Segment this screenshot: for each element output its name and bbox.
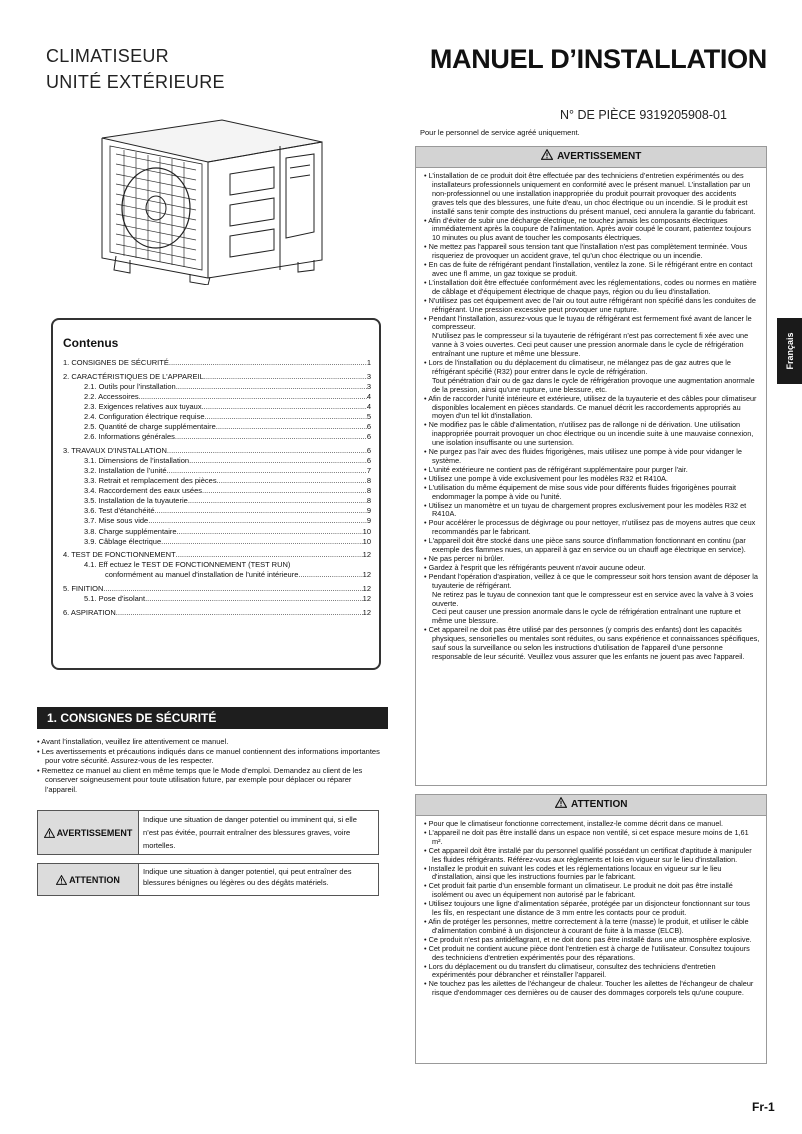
part-number: N° DE PIÈCE 9319205908-01 [560,108,727,122]
list-item: • Cet appareil doit être installé par du personnel qualifié possédant un certificat d'aptitude à manipuler les fluides réfrigérants. Référez-vous aux règlements et lois en vigueur sur le lieu d'installation. [424,845,752,864]
table-of-contents [51,318,381,670]
warning-triangle-icon [555,797,567,808]
list-item: N'utilisez pas le compresseur si la tuyauterie de réfrigérant n’est pas correctement fi xée avec une vanne à 3 voies ouvertes. Ceci peut causer une pression anormale dans le cycle de réfrigération entraînant une rupture et même une blessure. [432,331,749,359]
legend-warning-text: Indique une situation de danger potentiel ou imminent qui, si elle n’est pas évitée, pourrait entraîner des blessures graves, voire mortelles. [143,815,357,850]
list-item: • Lors de l'installation ou du déplacement du climatiseur, ne mélangez pas de gaz autres que le réfrigérant spécifié (R32) pour entrer dans le cycle de réfrigération. [424,358,731,376]
toc-entry-page: 12 [362,570,371,580]
list-item: • Ne touchez pas les ailettes de l'échangeur de chaleur. Toucher les ailettes de l'échangeur de chaleur risque d'endommager ces dernières ou de causer des dommages corporels tels qu'une coupure. [424,979,754,998]
toc-entry-text: 4. TEST DE FONCTIONNEMENT [63,550,176,560]
warning-triangle-icon [56,875,67,885]
legend-warning [37,810,379,855]
toc-entry-page: 8 [366,496,371,506]
toc-entry-text: 3.9. Câblage électrique [84,536,162,546]
toc-entry [63,527,371,537]
toc-entry-text: 2.3. Exigences relatives aux tuyaux [84,401,202,411]
product-line-2: UNITÉ EXTÉRIEURE [46,72,225,92]
list-item: • Cet produit ne contient aucune pièce dont l'entretien est à charge de l'utilisateur. Consultez toujours des techniciens d'entretien expérimentés pour des réparations. [424,943,750,962]
toc-entry-text: 2.5. Quantité de charge supplémentaire [84,422,216,432]
warning-triangle-icon [44,828,55,838]
toc-entry-text: 2.6. Informations générales [84,432,175,442]
toc-entry [63,382,371,392]
toc-entry [63,466,371,476]
toc-entry [63,402,371,412]
toc-entry [63,516,371,526]
toc-entry-text: 4.1. Eff ectuez le TEST DE FONCTIONNEMENT (TEST RUN) [84,560,291,570]
caution-list [416,816,766,998]
page-number: Fr-1 [752,1100,775,1114]
toc-entry-text: conformément au manuel d'installation de l'unité intérieure [105,570,299,580]
list-item: • Cet appareil ne doit pas être utilisé par des personnes (y compris des enfants) dont les capacités physiques, sensorielles ou mentales sont réduites, ou sans expérience et connaissances spécifiques, sauf sous la surveillance ou selon les instructions d'utilisation de l'appareil d’une personne responsable de leur sécurité. Veuillez vous assurer que les enfants ne jouent pas avec l'appareil. [424,625,760,661]
toc-entry-page: 4 [366,401,371,411]
toc-entry [63,560,371,570]
section-heading: 1. CONSIGNES DE SÉCURITÉ [37,707,388,729]
list-item: • Lors du déplacement ou du transfert du climatiseur, consultez des techniciens d'entretien expérimentés pour débrancher et réinstaller l'appareil. [424,961,716,980]
list-item: • L'utilisation du même équipement de mise sous vide pour différents fluides frigorigènes pourrait endommager la pompe à vide ou l'unité. [424,482,737,501]
toc-entry [63,446,371,456]
legend-warning-label: AVERTISSEMENT [56,827,133,838]
toc-entry [63,392,371,402]
list-item: • Utilisez un manomètre et un tuyau de chargement propres exclusivement pour les modèles R32 et R410A. [424,500,747,519]
toc-entry-page: 6 [366,445,371,455]
toc-entry-page: 6 [366,432,371,442]
language-tab [777,318,802,384]
list-item: • Afin de raccorder l'unité intérieure et extérieure, utilisez de la tuyauterie et des câbles pour climatiseur disponibles localement en pièces standards. Ce manuel décrit les raccordements appropriés au moyen d'un tel kit d'installation. [424,393,757,421]
list-item: Ceci peut causer une pression anormale dans le cycle de réfrigération entraînant une rupture et même une blessure. [432,607,741,626]
toc-entry-page: 8 [366,486,371,496]
toc-entry [63,537,371,547]
toc-entry-page: 1 [366,358,371,367]
toc-entry-page: 12 [362,583,371,593]
list-item: • Installez le produit en suivant les codes et les réglementations locaux en vigueur sur le lieu d'installation, ainsi que les instructions fournies par le fabricant. [424,863,722,882]
toc-entry-text: 3.3. Retrait et remplacement des pièces [84,476,217,486]
list-item: • L’installation de ce produit doit être effectuée par des techniciens d’entretien expérimentés ou des installateurs professionnels uniquement en conformité avec le présent manuel. L’installation par un non-professionnel ou une installation inappropriée du produit pourrait provoquer des accidents graves tels que des blessures, une fuite d'eau, un choc électrique ou un incendie. Si le produit est installé sans tenir compte des instructions du présent manuel, ceci annulera la garantie du fabricant. [424,171,756,216]
toc-entry-text: 5. FINITION [63,583,104,593]
legend-caution [37,863,379,896]
list-item: • L'unité extérieure ne contient pas de réfrigérant supplémentaire pour purger l'air. [424,464,688,474]
toc-entry [63,432,371,442]
warning-panel-title: AVERTISSEMENT [557,151,642,162]
page-title: MANUEL D’INSTALLATION [429,44,767,74]
toc-entry [63,506,371,516]
list-item: • Les avertissements et précautions indiqués dans ce manuel contiennent des informations importantes pour votre sécurité. Assurez-vous de les respecter. [37,746,380,765]
toc-list [63,358,371,618]
toc-entry [63,476,371,486]
toc-entry [63,486,371,496]
caution-panel-title: ATTENTION [570,799,628,810]
toc-entry-page: 12 [362,607,371,617]
list-item: • Pendant l'installation, assurez-vous que le tuyau de réfrigérant est fermement fixé avant de lancer le compresseur. [424,313,752,332]
toc-entry-text: 3.5. Installation de la tuyauterie [84,496,188,506]
toc-entry [63,372,371,382]
list-item: • Remettez ce manuel au client en même temps que le Mode d’emploi. Demandez au client de les conserver soigneusement pour toute utilisation future, par exemple pour déplacer ou réparer l’appareil. [37,765,363,794]
warning-list [416,168,766,662]
toc-entry-text: 3.7. Mise sous vide [84,516,149,526]
list-item: • Ne pas percer ni brûler. [424,553,505,563]
toc-entry [63,550,371,560]
list-item: • Afin de protéger les personnes, mettre correctement à la terre (masse) le produit, et utiliser le câble d'alimentation combiné à un disjoncteur à courant de fuite à la masse (ELCB). [424,916,749,935]
toc-entry-text: 2.4. Configuration électrique requise [84,411,205,421]
list-item: • Ne modifiez pas le câble d'alimentation, n'utilisez pas de rallonge ni de dérivation. Une utilisation inappropriée pourrait provoquer un choc électrique ou un incendie suite à une mauvaise connexion, une isolation insuffisante ou une surtension. [424,420,754,448]
list-item: • En cas de fuite de réfrigérant pendant l'installation, ventilez la zone. Si le réfrigérant entre en contact avec une fl amme, un gaz toxique se produit. [424,260,753,278]
toc-entry-text: 2.2. Accessoires [84,391,139,401]
list-item: • L’installation doit être effectuée conformément avec les réglementations, codes ou normes en matière de câblage et d'équipement électrique de chaque pays, région ou du lieu d'installation. [424,277,757,296]
toc-entry-page: 9 [366,516,371,526]
list-item: • Ne mettez pas l'appareil sous tension tant que l'installation n'est pas complètement terminée. Vous risqueriez de provoquer un accident grave, tel qu’un choc électrique ou un incendie. [424,242,748,261]
list-item: Tout pénétration d'air ou de gaz dans le cycle de réfrigération provoque une augmentation anormale de la pression, ainsi qu'une rupture, une blessure, etc. [432,375,755,394]
toc-entry-page: 9 [366,506,371,516]
list-item: • Pour que le climatiseur fonctionne correctement, installez-le comme décrit dans ce manuel. [424,819,724,828]
toc-entry [63,456,371,466]
toc-entry-text: 3.4. Raccordement des eaux usées [84,486,202,496]
toc-entry [63,584,371,594]
toc-entry [63,412,371,422]
list-item: • Avant l’installation, veuillez lire attentivement ce manuel. [37,737,229,746]
toc-entry-text: 3.8. Charge supplémentaire [84,526,177,536]
section1-bullets [37,737,382,794]
toc-entry-page: 6 [366,422,371,432]
toc-entry [63,422,371,432]
toc-entry-text: 3.6. Test d'étanchéité [84,506,155,516]
toc-entry [63,570,371,580]
list-item: • L'appareil doit être stocké dans une pièce sans source d'inflammation fonctionnant en continu (par exemple des flammes nues, un appareil à gaz en service ou un chauff age électrique en service). [424,536,746,555]
list-item: Ne retirez pas le tuyau de connexion tant que le compresseur est en service avec la valve à 3 voies ouverte. [432,589,754,608]
toc-entry [63,358,371,368]
warning-panel-header [416,147,766,168]
toc-entry-page: 8 [366,476,371,486]
toc-entry-text: 5.1. Pose d'isolant [84,594,146,604]
toc-title: Contenus [63,336,119,350]
toc-entry-text: 2. CARACTÉRISTIQUES DE L’APPAREIL [63,371,204,381]
warning-triangle-icon [541,149,553,160]
list-item: • Utilisez toujours une ligne d’alimentation séparée, protégée par un disjoncteur fonctionnant sur tous les fils, en respectant une distance de 3 mm entre les contacts pour ce produit. [424,899,750,918]
list-item: • L’appareil ne doit pas être installé dans un espace non ventilé, si cet espace mesure moins de 1,61 m². [424,827,749,846]
toc-entry-text: 3. TRAVAUX D’INSTALLATION [63,445,167,455]
toc-entry-page: 12 [362,594,371,604]
toc-entry [63,594,371,604]
toc-entry-text: 2.1. Outils pour l’installation [84,381,176,391]
toc-entry-text: 6. ASPIRATION [63,607,116,617]
caution-panel [415,794,767,1064]
list-item: • Pour accélérer le processus de dégivrage ou pour nettoyer, n'utilisez pas de moyens autres que ceux recommandés par le fabricant. [424,518,756,537]
legend-caution-text: Indique une situation à danger potentiel, qui peut entraîner des blessures bénignes ou légères ou des dégâts matériels. [143,867,352,887]
outdoor-unit-illustration [90,110,330,285]
product-line-1: CLIMATISEUR [46,46,169,66]
toc-entry-text: 1. CONSIGNES DE SÉCURITÉ [63,358,169,367]
list-item: • Afin d’éviter de subir une décharge électrique, ne touchez jamais les composants électriques immédiatement après la coupure de l'alimentation. Après avoir coupé le courant, patientez toujours 10 minutes ou plus avant de toucher les composants électriques. [424,215,751,243]
list-item: • Ne purgez pas l'air avec des fluides frigorigènes, mais utilisez une pompe à vide pour vidanger le système. [424,447,742,465]
toc-entry [63,608,371,618]
list-item: • N'utilisez pas cet équipement avec de l'air ou tout autre réfrigérant non spécifié dans les conduites de réfrigérant. Une pression excessive peut provoquer une rupture. [424,295,756,314]
list-item: • Pendant l'opération d'aspiration, veillez à ce que le compresseur soit hors tension avant de déposer la tuyauterie de réfrigérant. [424,571,758,590]
toc-entry-page: 5 [366,411,371,421]
list-item: • Cet produit fait partie d’un ensemble formant un climatiseur. Le produit ne doit pas être installé isolément ou avec un équipement non autorisé par le fabricant. [424,881,733,900]
toc-entry-page: 6 [366,455,371,465]
service-note: Pour le personnel de service agréé uniquement. [420,128,580,137]
toc-entry-page: 7 [366,465,371,475]
toc-entry-text: 3.1. Dimensions de l’installation [84,455,190,465]
legend-caution-label: ATTENTION [69,874,120,885]
caution-panel-header [416,795,766,816]
toc-entry-text: 3.2. Installation de l’unité [84,465,167,475]
list-item: • Ce produit n'est pas antidéflagrant, et ne doit donc pas être installé dans une atmosphère explosive. [424,934,752,944]
toc-entry-page: 3 [366,371,371,381]
toc-entry-page: 10 [362,526,371,536]
warning-panel [415,146,767,786]
toc-entry-page: 4 [366,391,371,401]
toc-entry [63,496,371,506]
list-item: • Gardez à l'esprit que les réfrigérants peuvent n'avoir aucune odeur. [424,562,646,572]
toc-entry-page: 10 [362,536,371,546]
toc-entry-page: 3 [366,381,371,391]
toc-entry-page: 12 [362,550,371,560]
list-item: • Utilisez une pompe à vide exclusivement pour les modèles R32 et R410A. [424,473,668,483]
language-tab-label: Français [784,332,795,370]
